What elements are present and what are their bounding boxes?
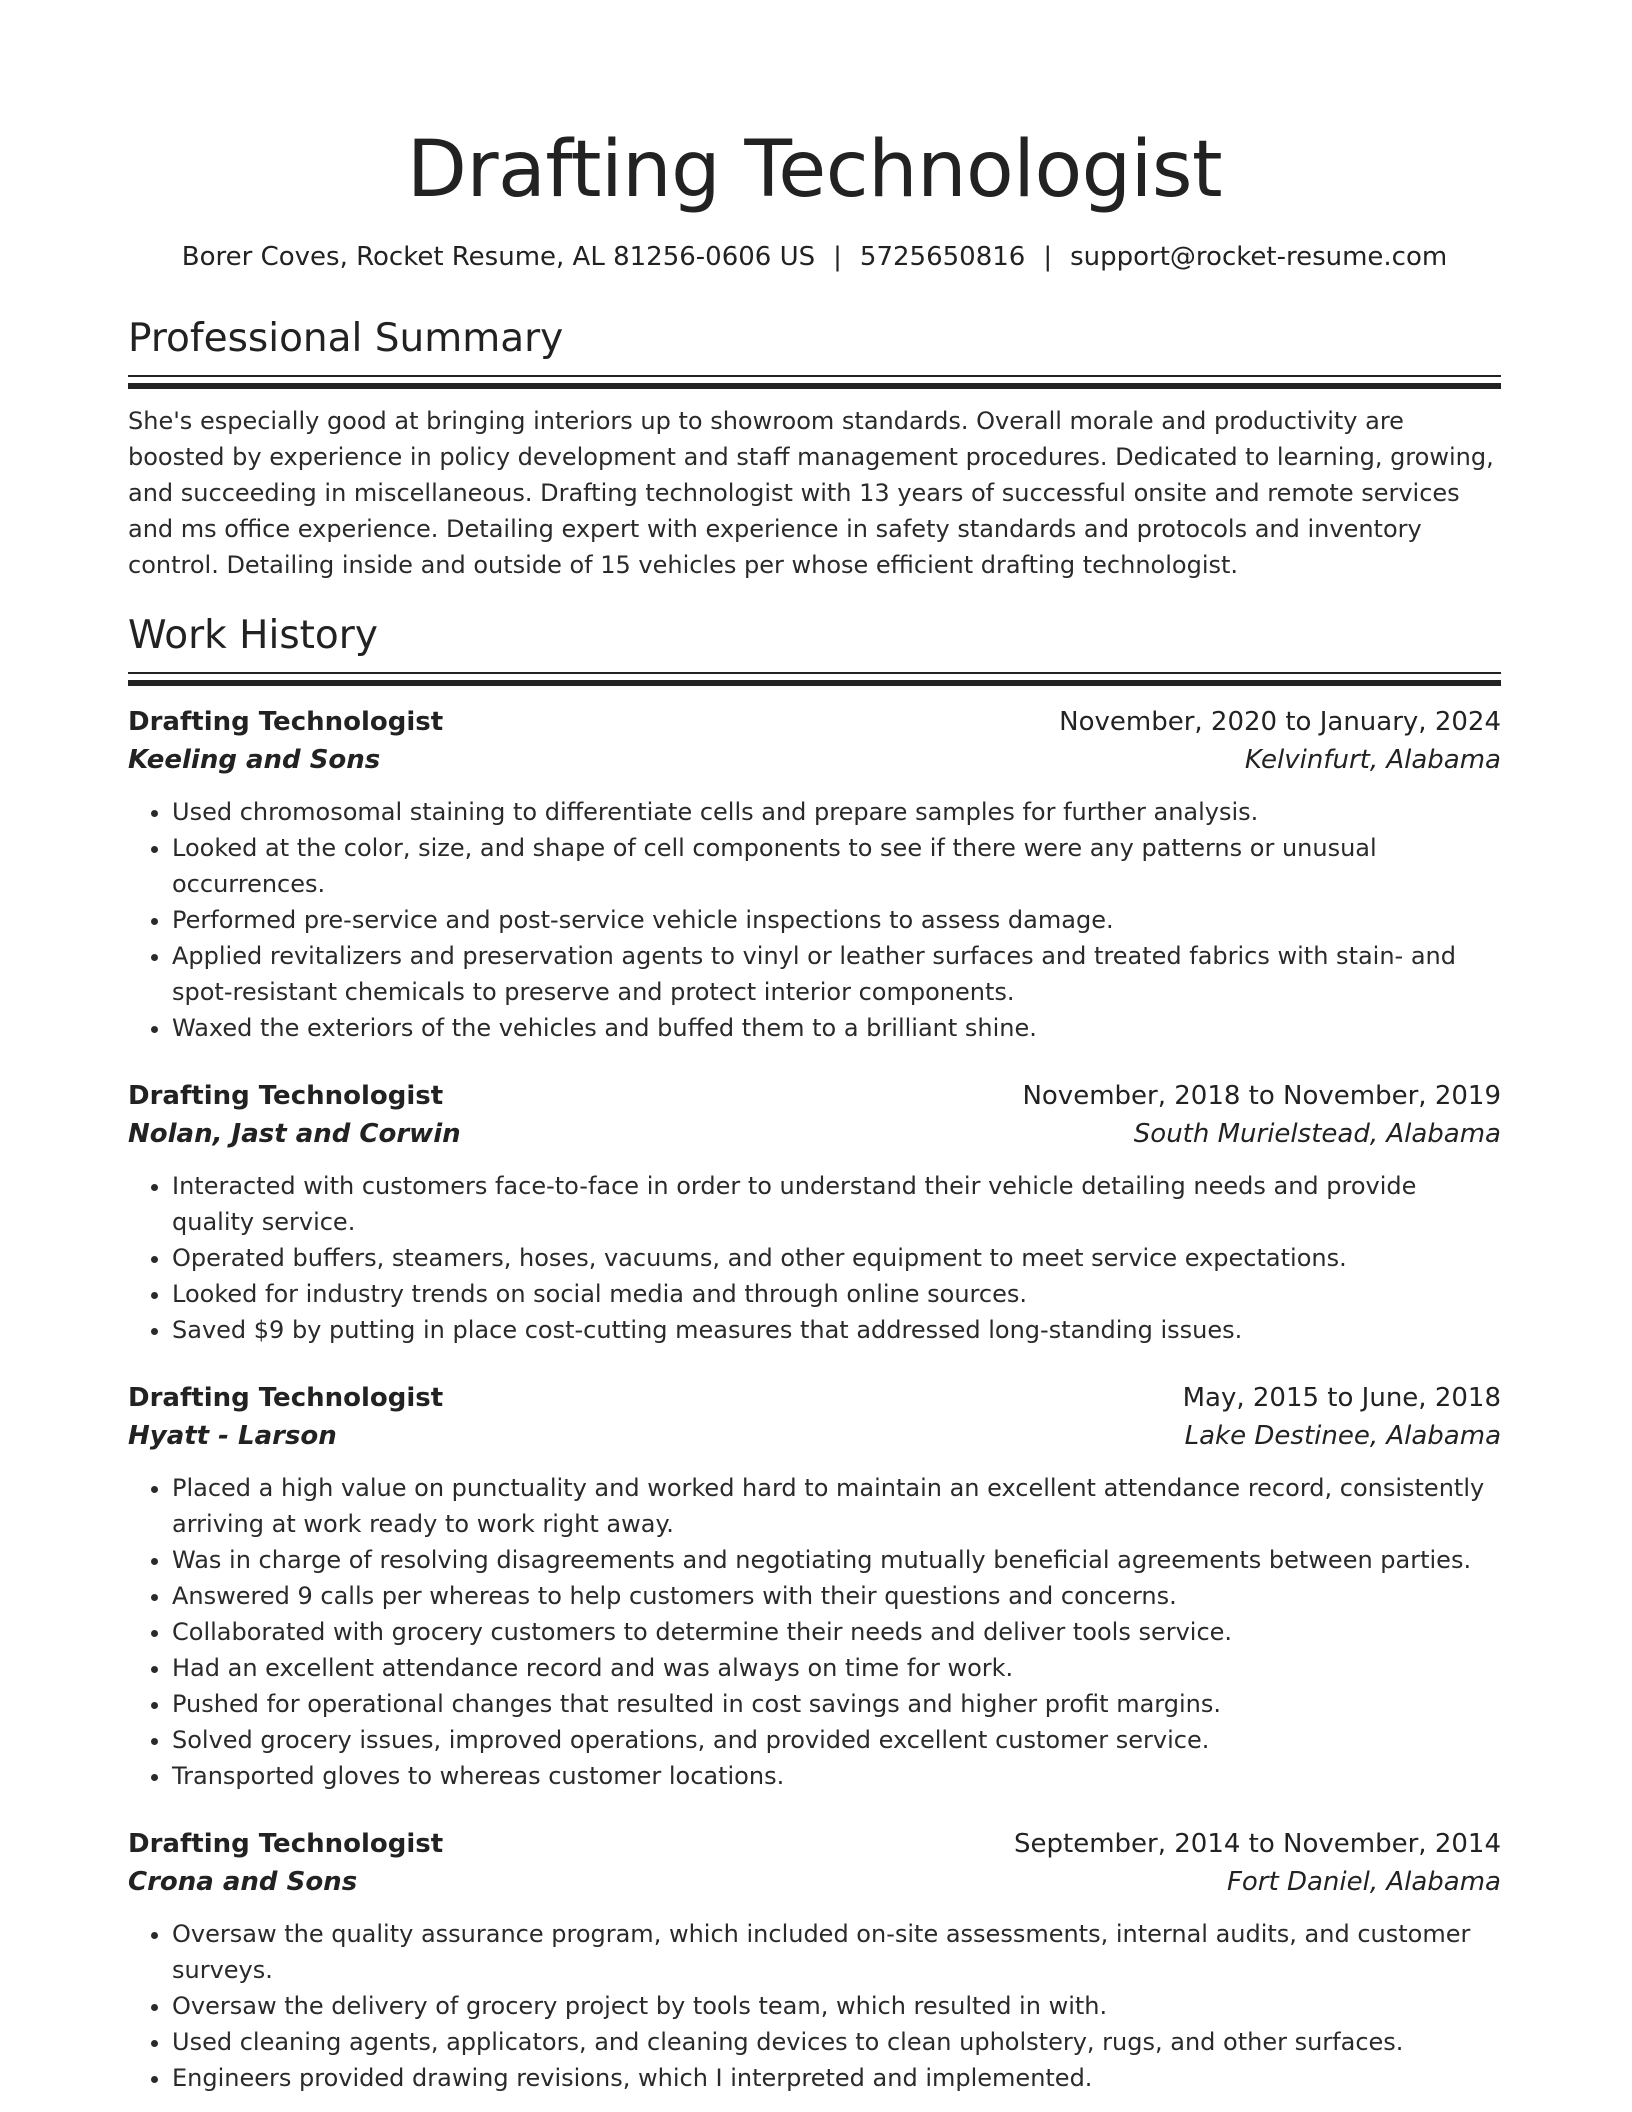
job-bullet: • Solved grocery issues, improved operations, and provided excellent customer service. (172, 1722, 1501, 1758)
job-bullet: • Looked at the color, size, and shape of cell components to see if there were any patterns or unusual occurrences. (172, 830, 1501, 902)
job-company: Nolan, Jast and Corwin (128, 1119, 461, 1149)
job-bullet: • Used chromosomal staining to differentiate cells and prepare samples for further analysis. (172, 794, 1501, 830)
job-entry (128, 1078, 1501, 1348)
job-location: Lake Destinee, Alabama (1184, 1421, 1501, 1451)
job-bullets (128, 1916, 1501, 2096)
section-divider (128, 375, 1501, 389)
job-location: South Murielstead, Alabama (1133, 1119, 1501, 1149)
job-dates: September, 2014 to November, 2014 (1014, 1829, 1501, 1859)
section-divider (128, 672, 1501, 686)
job-bullets (128, 1168, 1501, 1348)
job-dates: May, 2015 to June, 2018 (1182, 1383, 1501, 1413)
job-bullet: • Had an excellent attendance record and was always on time for work. (172, 1650, 1501, 1686)
job-location: Kelvinfurt, Alabama (1244, 745, 1501, 775)
job-entry (128, 1380, 1501, 1794)
contact-line (128, 240, 1501, 274)
job-bullet: • Applied revitalizers and preservation agents to vinyl or leather surfaces and treated fabrics with stain- and spot-resistant chemicals to preserve and protect interior components. (172, 938, 1501, 1010)
job-company: Hyatt - Larson (128, 1421, 337, 1451)
contact-email: support@rocket-resume.com (1070, 242, 1448, 272)
section-title-work-history: Work History (128, 613, 378, 658)
job-title: Drafting Technologist (128, 1829, 444, 1859)
job-bullets (128, 794, 1501, 1046)
job-bullet: • Engineers provided drawing revisions, which I interpreted and implemented. (172, 2060, 1501, 2096)
job-title: Drafting Technologist (128, 1383, 444, 1413)
job-bullet: • Answered 9 calls per whereas to help customers with their questions and concerns. (172, 1578, 1501, 1614)
job-bullet: • Used cleaning agents, applicators, and cleaning devices to clean upholstery, rugs, and other surfaces. (172, 2024, 1501, 2060)
contact-separator: | (1043, 242, 1053, 272)
contact-separator: | (833, 242, 842, 272)
job-bullet: • Was in charge of resolving disagreements and negotiating mutually beneficial agreements between parties. (172, 1542, 1501, 1578)
professional-summary-section (128, 314, 1501, 583)
work-history-section (128, 611, 1501, 2096)
job-title: Drafting Technologist (128, 1081, 444, 1111)
job-bullet: • Oversaw the quality assurance program, which included on-site assessments, internal audits, and customer surveys. (172, 1916, 1501, 1988)
summary-text: She's especially good at bringing interiors up to showroom standards. Overall morale and productivity are boosted by experience in policy development and staff management procedures. Dedicated to learning, growing, and succeeding in miscellaneous. Drafting technologist with 13 years of successful onsite and remote services and ms office experience. Detailing expert with experience in safety standards and protocols and inventory control. Detailing inside and outside of 15 vehicles per whose efficient drafting technologist. (128, 407, 1494, 579)
job-title: Drafting Technologist (128, 707, 444, 737)
job-bullet: • Waxed the exteriors of the vehicles and buffed them to a brilliant shine. (172, 1010, 1501, 1046)
job-entry (128, 1826, 1501, 2096)
job-dates: November, 2018 to November, 2019 (1022, 1081, 1501, 1111)
job-company: Keeling and Sons (128, 745, 381, 775)
job-bullet: • Performed pre-service and post-service vehicle inspections to assess damage. (172, 902, 1501, 938)
contact-address: Borer Coves, Rocket Resume, AL 81256-0606 US (181, 242, 816, 272)
job-entry (128, 704, 1501, 1046)
contact-phone: 5725650816 (859, 242, 1026, 272)
job-bullet: • Transported gloves to whereas customer locations. (172, 1758, 1501, 1794)
section-title-summary: Professional Summary (128, 316, 564, 361)
job-bullet: • Pushed for operational changes that resulted in cost savings and higher profit margins. (172, 1686, 1501, 1722)
resume-page (128, 0, 1501, 2096)
job-location: Fort Daniel, Alabama (1226, 1867, 1501, 1897)
job-bullet: • Oversaw the delivery of grocery project by tools team, which resulted in with. (172, 1988, 1501, 2024)
job-dates: November, 2020 to January, 2024 (1059, 707, 1501, 737)
job-bullet: • Collaborated with grocery customers to determine their needs and deliver tools service. (172, 1614, 1501, 1650)
job-company: Crona and Sons (128, 1867, 358, 1897)
job-bullet: • Interacted with customers face-to-face in order to understand their vehicle detailing needs and provide quality service. (172, 1168, 1501, 1240)
job-bullet: • Looked for industry trends on social media and through online sources. (172, 1276, 1501, 1312)
job-bullet: • Operated buffers, steamers, hoses, vacuums, and other equipment to meet service expectations. (172, 1240, 1501, 1276)
job-bullet: • Saved $9 by putting in place cost-cutting measures that addressed long-standing issues. (172, 1312, 1501, 1348)
job-bullets (128, 1470, 1501, 1794)
resume-name: Drafting Technologist (406, 125, 1223, 215)
job-bullet: • Placed a high value on punctuality and worked hard to maintain an excellent attendance record, consistently arriving at work ready to work right away. (172, 1470, 1501, 1542)
